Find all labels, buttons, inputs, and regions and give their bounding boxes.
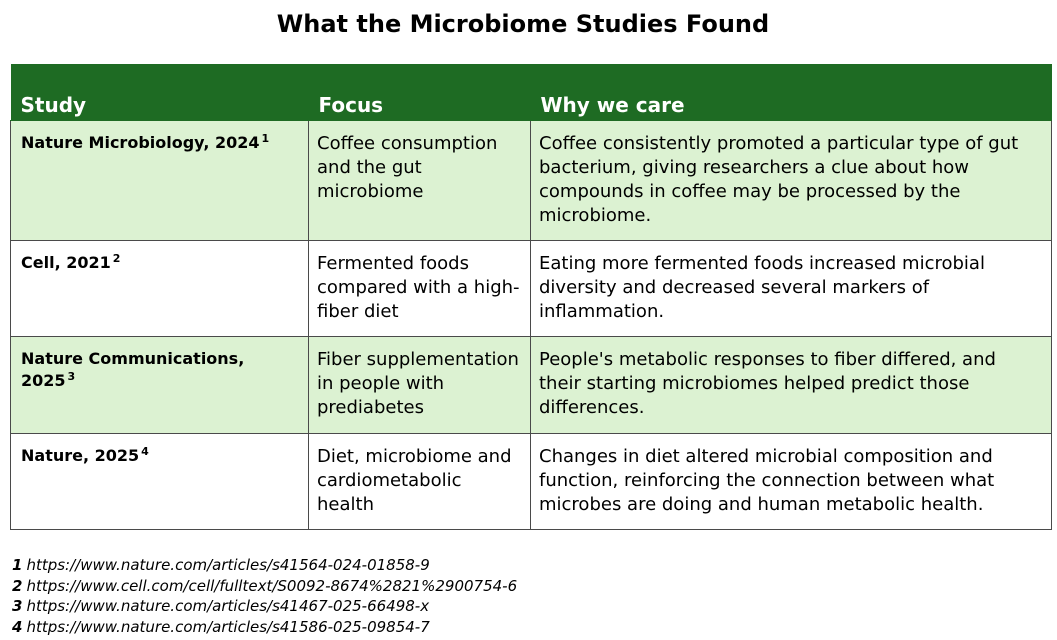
footnote-reference: 3 xyxy=(67,370,76,383)
footnote-link[interactable]: https://www.nature.com/articles/s41564-024-01858-9 xyxy=(26,556,430,574)
why-cell: Coffee consistently promoted a particular type of gut bacterium, giving researchers a clue about how compounds in coffee may be processed by the microbiome. xyxy=(531,121,1052,241)
footnote-number: 2 xyxy=(12,576,23,595)
footnote-link[interactable]: https://www.nature.com/articles/s41586-025-09854-7 xyxy=(26,617,430,636)
focus-cell: Coffee consumption and the gut microbiome xyxy=(309,121,531,241)
table-header-row xyxy=(11,65,1052,121)
study-name: Cell, 2021 xyxy=(21,253,111,272)
column-header-why-we-care: Why we care xyxy=(531,65,1052,121)
footnote xyxy=(12,617,517,638)
footnote-link[interactable]: https://www.cell.com/cell/fulltext/S0092-8674%2821%2900754-6 xyxy=(26,576,518,595)
footnotes xyxy=(12,555,517,637)
footnote-number: 4 xyxy=(12,617,23,636)
footnote xyxy=(12,596,517,617)
study-name: Nature Microbiology, 2024 xyxy=(21,133,260,152)
why-cell: People's metabolic responses to fiber differed, and their starting microbiomes helped predict those differences. xyxy=(531,337,1052,434)
footnote-reference: 2 xyxy=(112,252,121,265)
footnote-link[interactable]: https://www.nature.com/articles/s41467-025-66498-x xyxy=(26,597,430,615)
study-cell xyxy=(11,241,309,337)
table-row xyxy=(11,337,1052,434)
study-cell xyxy=(11,337,309,434)
column-header-study: Study xyxy=(11,65,309,121)
study-name: Nature, 2025 xyxy=(21,446,140,465)
study-cell xyxy=(11,434,309,530)
why-cell: Changes in diet altered microbial composition and function, reinforcing the connection between what microbes are doing and human metabolic health. xyxy=(531,434,1052,530)
table-row xyxy=(11,241,1052,337)
footnote-number: 1 xyxy=(12,556,23,574)
focus-cell: Diet, microbiome and cardiometabolic health xyxy=(309,434,531,530)
footnote xyxy=(12,555,517,576)
footnote-number: 3 xyxy=(12,597,23,615)
studies-table xyxy=(10,64,1052,530)
footnote xyxy=(12,576,517,597)
study-cell xyxy=(11,121,309,241)
table-row xyxy=(11,121,1052,241)
table-row xyxy=(11,434,1052,530)
page-title: What the Microbiome Studies Found xyxy=(276,10,770,38)
focus-cell: Fermented foods compared with a high-fiber diet xyxy=(309,241,531,337)
study-name: Nature Communications, 2025 xyxy=(21,349,245,390)
focus-cell: Fiber supplementation in people with prediabetes xyxy=(309,337,531,434)
column-header-focus: Focus xyxy=(309,65,531,121)
footnote-reference: 4 xyxy=(141,445,149,458)
footnote-reference: 1 xyxy=(261,132,270,145)
why-cell: Eating more fermented foods increased microbial diversity and decreased several markers of inflammation. xyxy=(531,241,1052,337)
